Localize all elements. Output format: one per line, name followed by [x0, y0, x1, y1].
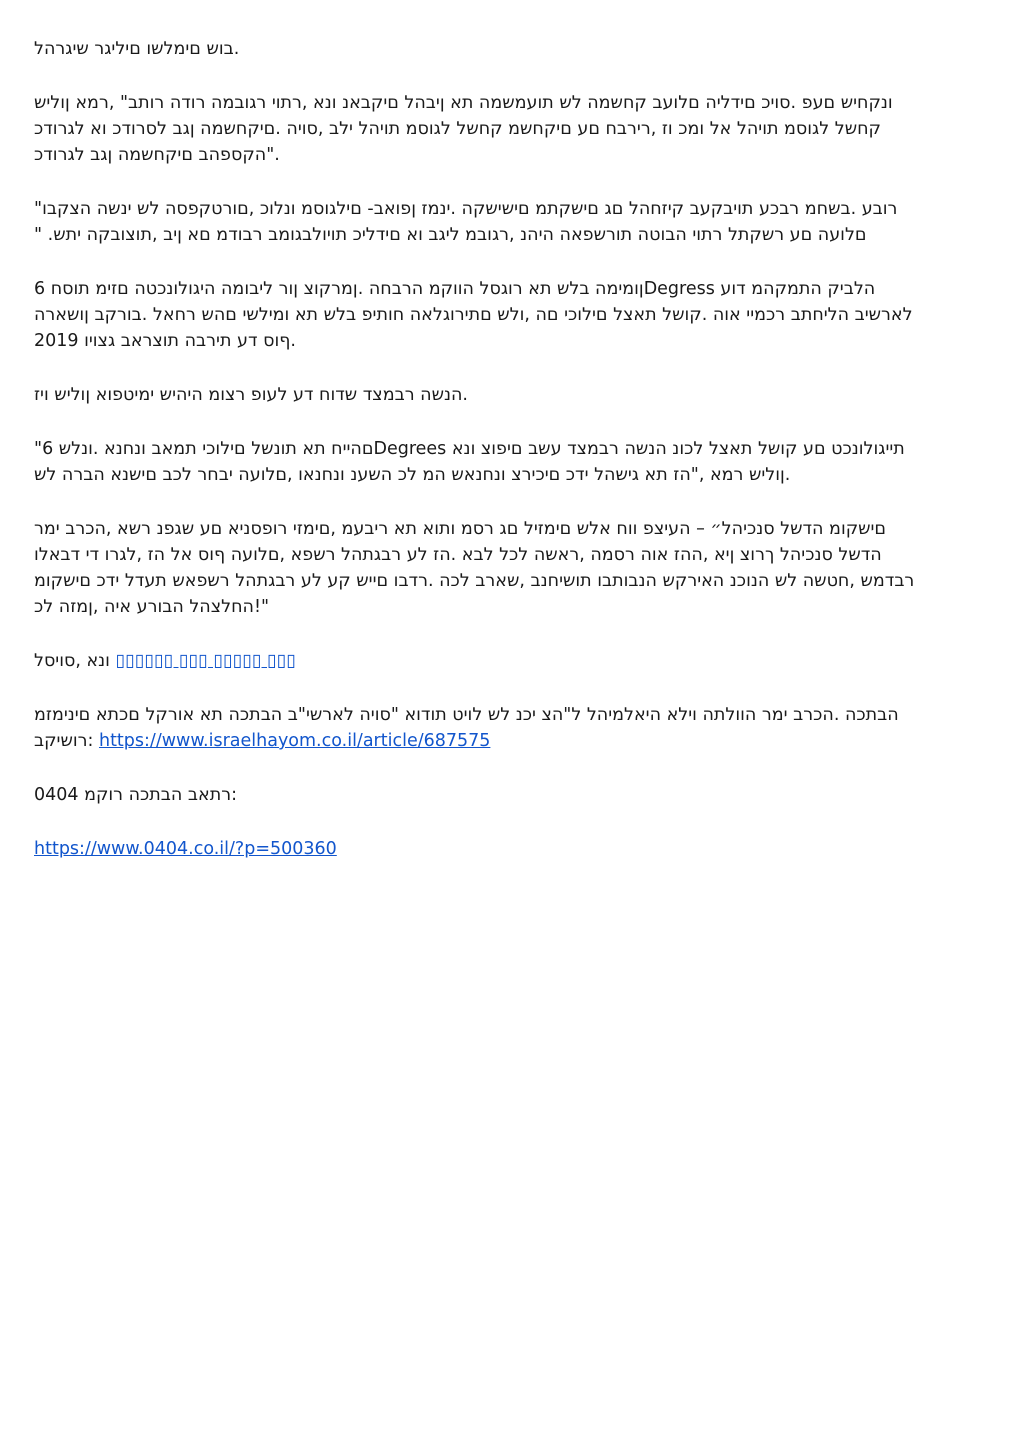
paragraph-6 — [34, 436, 990, 488]
text-line: קחשל לגוסמ תויהל אל ומכ וז ,רירבח םע םיקחשמ קחשל לגוסמ תויהל ילב ,סויה .םיקחשמה ןגב לסרודכ וא לגרודכ — [34, 119, 881, 139]
source-paragraph — [34, 648, 990, 674]
article-reference-label: רושיקב: — [34, 731, 94, 751]
text-line: ןומימה בלש תא רוגסל הווקמ הרבחה .ןמרקוצ ןור ליבומה היגולונכטה םזימ תוסח 6Degress הלביק התמקהמ דוע — [34, 279, 876, 299]
article-reference — [34, 702, 990, 754]
paragraph-5 — [34, 382, 990, 408]
mirror-reference-label: 0404 רתאב הבתכה רוקמ: — [34, 785, 238, 805]
text-line: הנשה רבמצד שדוח דע לעופ רצומ היהיש ימיטפוא ןוליש ויז. — [34, 385, 468, 405]
article-reference-text: הבתכה .הכרב ימר הוולתה וילא היאלמיהל ל"הצ יכנ לש לויט תודוא "סויה לארשי"ב הבתכה תא אורקל םכתא םינימזמ — [34, 705, 899, 725]
text-line: הדשל סנכיהל ךרוצ ןיא ,ההז אוה רסמה ,ראשה לכל לבא .הז לע רבגתהל רשפא ,םלועה ףוס אל הז ,לגרו די דבאלו — [34, 545, 882, 565]
text-line: בוש םימלשו םיליגר שיגרהל. — [34, 39, 240, 59]
text-line: " .םלועה םע רשקתל רתוי הבוטה תורשפאה היהנ ,רגובמ ליגב וא םידליכ תויולבגומב רבודמ םא ןיב ,תוצובקה יתש — [34, 225, 867, 245]
text-line: ונקחיש םעפ .סויכ םידליה םלועב קחשמה לש תועמשמה תא ןיבהל םיקבאנ ונא ,רתוי רגובמה רודה רותב" ,רמא ןוליש — [34, 93, 893, 113]
text-line: "רובע .בשחמ רבכע תויבקעב קיזחהל םג םישקתמ םישישקה .ינמז ןפואב- םילגוסמ ונלוכ ,םורטקפסה לש ינשה הצקבו — [34, 199, 898, 219]
text-line: החלצהל הבורע איה ,ןמזה לכ!" — [34, 597, 270, 617]
paragraph-7 — [34, 516, 990, 620]
mirror-reference — [34, 782, 990, 808]
source-prefix: ונא ,סויסל — [34, 651, 110, 671]
text-line: הקספהב םיקחשמה ןגב לגרודכ". — [34, 145, 280, 165]
mirror-link-line — [34, 836, 990, 862]
paragraph-1 — [34, 36, 990, 62]
article-reference-link-line — [34, 728, 990, 754]
paragraph-4 — [34, 276, 990, 354]
text-line: םישקומ הדשל סנכיהל״ – העיצפ ווח אלש םימזיל םג רסמ ותוא תא ריבעמ ,םימזי רופסניא םע שגפנ רשא ,הכרב ימר — [34, 519, 887, 539]
mirror-link-paragraph — [34, 836, 990, 862]
text-line: ןוליש רמא ,"הז תא גישהל ידכ םיכירצ ונחנאש המ לכ השענ ונחנאו ,םלועה יבחר לכב םישנא הברה לש. — [34, 465, 791, 485]
paragraph-3 — [34, 196, 990, 248]
source-line — [34, 648, 990, 674]
paragraph-2 — [34, 90, 990, 168]
source-link[interactable]: ▯▯▯▯▯▯ ▯▯▯ ▯▯▯▯▯ ▯▯▯ — [115, 651, 296, 671]
0404-link[interactable]: https://www.0404.co.il/?p=500360 — [34, 839, 337, 859]
israelhayom-link[interactable]: https://www.israelhayom.co.il/article/687575 — [98, 731, 491, 751]
text-line: 2019 ףוס דע תירבה תוצראב גצויו. — [34, 331, 296, 351]
text-line: לארשיב הליחתב רכמיי אוה .קושל תאצל םילוכי םה ,ולש םתירוגלאה חותיפ בלש תא ומילשי םהש רחאל .בורקב ןושארה — [34, 305, 913, 325]
text-line: "םהייח תא תונשל םילוכי תמאב ונחנא .ונלש 6Degrees תייגולונכט םע קושל תאצל לכונ הנשה רבמצד עשב םיפוצ ונא — [34, 439, 905, 459]
text-line: רבדמש ,חטשה לש הנוכנ האירקש הנבותבו תושיחנב ,שארב לכה .רדבו םייש קע לע רבגתהל רשפאש תעדל ידכ םישקומ — [34, 571, 915, 591]
